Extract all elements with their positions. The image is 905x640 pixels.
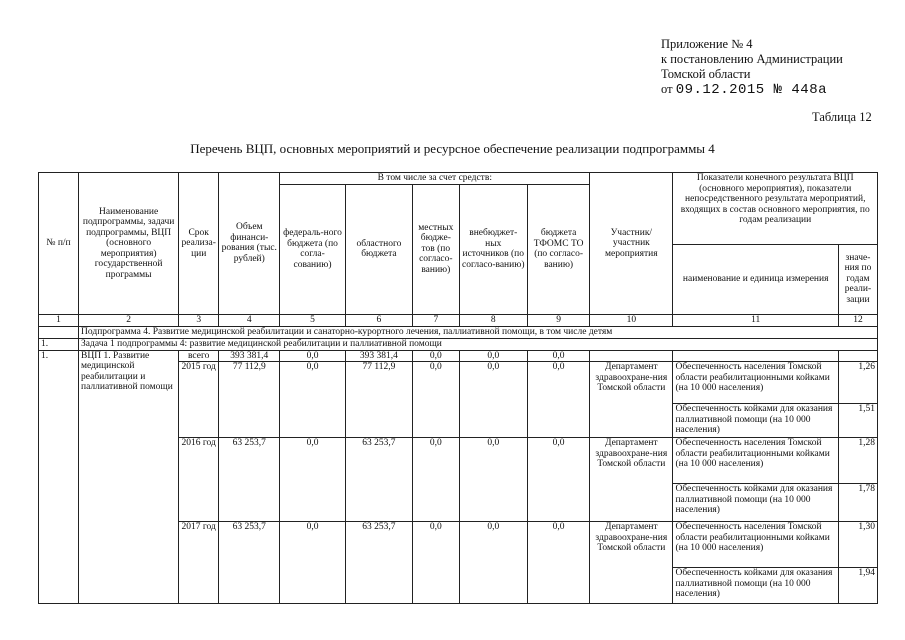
indicator-value: 1,30 xyxy=(838,522,877,568)
col-header-regional: областного бюджета xyxy=(345,184,412,314)
year-volume: 63 253,7 xyxy=(219,438,280,522)
year-volume: 63 253,7 xyxy=(219,522,280,604)
column-number: 1 xyxy=(39,314,79,326)
resource-table xyxy=(38,172,878,604)
appendix-line-1: Приложение № 4 xyxy=(661,37,753,51)
column-number: 6 xyxy=(345,314,412,326)
total-offbudget: 0,0 xyxy=(459,350,528,362)
table-label: Таблица 12 xyxy=(812,110,872,124)
task-num: 1. xyxy=(39,338,79,350)
column-number: 10 xyxy=(590,314,673,326)
column-number: 9 xyxy=(528,314,590,326)
indicator-value: 1,94 xyxy=(838,568,877,604)
total-volume: 393 381,4 xyxy=(219,350,280,362)
col-header-offbudget: внебюджет-ных источников (по согласо-ванию) xyxy=(459,184,528,314)
col-header-name: Наименование подпрограммы, задачи подпрограммы, ВЦП (основного мероприятия) государственной программы xyxy=(79,173,179,315)
date-prefix: от xyxy=(661,82,673,96)
col-header-sources: В том числе за счет средств: xyxy=(280,173,590,185)
year-offbudget: 0,0 xyxy=(459,362,528,438)
year-volume: 77 112,9 xyxy=(219,362,280,438)
vcp-total-row xyxy=(39,350,878,362)
total-regional: 393 381,4 xyxy=(345,350,412,362)
col-header-indicator-value: значе-ния по годам реали-зации xyxy=(838,244,877,314)
indicator-name: Обеспеченность населения Томской области реабилитационными койками (на 10 000 населения) xyxy=(673,522,838,568)
year-federal: 0,0 xyxy=(280,522,345,604)
total-tfoms: 0,0 xyxy=(528,350,590,362)
task-title: Задача 1 подпрограммы 4: развитие медицинской реабилитации и паллиативной помощи xyxy=(79,338,878,350)
year-regional: 63 253,7 xyxy=(345,522,412,604)
column-number: 12 xyxy=(838,314,877,326)
appendix-date xyxy=(661,82,843,98)
appendix-line-2: к постановлению Администрации xyxy=(661,52,843,66)
year-tfoms: 0,0 xyxy=(528,522,590,604)
year-term: 2017 год xyxy=(179,522,219,604)
year-regional: 63 253,7 xyxy=(345,438,412,522)
year-term: 2016 год xyxy=(179,438,219,522)
col-header-indicator-name: наименование и единица измерения xyxy=(673,244,838,314)
indicator-value: 1,28 xyxy=(838,438,877,484)
year-offbudget: 0,0 xyxy=(459,522,528,604)
year-federal: 0,0 xyxy=(280,362,345,438)
year-tfoms: 0,0 xyxy=(528,438,590,522)
year-local: 0,0 xyxy=(413,438,459,522)
page-title: Перечень ВЦП, основных мероприятий и ресурсное обеспечение реализации подпрограммы 4 xyxy=(190,141,715,156)
total-local: 0,0 xyxy=(413,350,459,362)
date-value: 09.12.2015 № 448а xyxy=(675,82,828,98)
year-participant: Департамент здравоохране-ния Томской области xyxy=(590,438,673,522)
indicator-name: Обеспеченность населения Томской области реабилитационными койками (на 10 000 населения) xyxy=(673,438,838,484)
column-number: 5 xyxy=(280,314,345,326)
indicator-name: Обеспеченность койками для оказания паллиативной помощи (на 10 000 населения) xyxy=(673,484,838,522)
column-number: 4 xyxy=(219,314,280,326)
year-tfoms: 0,0 xyxy=(528,362,590,438)
subprogram-row xyxy=(39,326,878,338)
indicator-value: 1,26 xyxy=(838,362,877,404)
col-header-tfoms: бюджета ТФОМС ТО (по согласо-ванию) xyxy=(528,184,590,314)
indicator-name: Обеспеченность населения Томской области реабилитационными койками (на 10 000 населения) xyxy=(673,362,838,404)
appendix-line-3: Томской области xyxy=(661,67,751,81)
total-term: всего xyxy=(179,350,219,362)
year-regional: 77 112,9 xyxy=(345,362,412,438)
column-number: 3 xyxy=(179,314,219,326)
column-number: 7 xyxy=(413,314,459,326)
year-local: 0,0 xyxy=(413,522,459,604)
indicator-name: Обеспеченность койками для оказания паллиативной помощи (на 10 000 населения) xyxy=(673,404,838,438)
year-participant: Департамент здравоохране-ния Томской области xyxy=(590,362,673,438)
indicator-value: 1,78 xyxy=(838,484,877,522)
total-federal: 0,0 xyxy=(280,350,345,362)
task-row xyxy=(39,338,878,350)
vcp-num: 1. xyxy=(39,350,79,604)
column-number: 2 xyxy=(79,314,179,326)
column-number: 8 xyxy=(459,314,528,326)
vcp-name: ВЦП 1. Развитие медицинской реабилитации и паллиативной помощи xyxy=(79,350,179,604)
year-local: 0,0 xyxy=(413,362,459,438)
year-participant: Департамент здравоохране-ния Томской области xyxy=(590,522,673,604)
col-header-volume: Объем финанси-рования (тыс. рублей) xyxy=(219,173,280,315)
year-federal: 0,0 xyxy=(280,438,345,522)
col-header-participant: Участник/ участник мероприятия xyxy=(590,173,673,315)
column-number: 11 xyxy=(673,314,838,326)
column-numbers-row xyxy=(39,314,878,326)
indicator-name: Обеспеченность койками для оказания паллиативной помощи (на 10 000 населения) xyxy=(673,568,838,604)
col-header-num: № п/п xyxy=(39,173,79,315)
col-header-local: местных бюдже-тов (по согласо-ванию) xyxy=(413,184,459,314)
col-header-indicators: Показатели конечного результата ВЦП (основного мероприятия), показатели непосредственного результата мероприятий, входящих в состав основного мероприятия, по годам реализации xyxy=(673,173,878,245)
indicator-value: 1,51 xyxy=(838,404,877,438)
subprogram-title: Подпрограмма 4. Развитие медицинской реабилитации и санаторно-курортного лечения, паллиативной помощи, в том числе детям xyxy=(79,326,878,338)
col-header-term: Срок реализа-ции xyxy=(179,173,219,315)
year-offbudget: 0,0 xyxy=(459,438,528,522)
appendix-block xyxy=(661,37,843,98)
year-term: 2015 год xyxy=(179,362,219,438)
col-header-federal: федераль-ного бюджета (по согла-сованию) xyxy=(280,184,345,314)
